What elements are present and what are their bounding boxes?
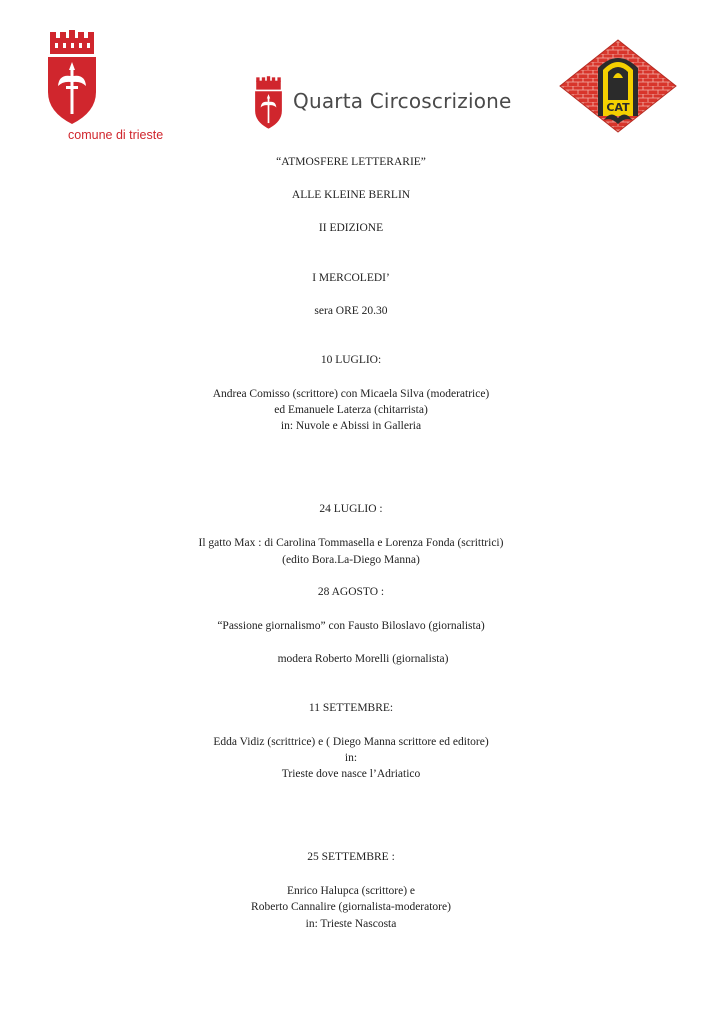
cat-logo-text: CAT <box>606 101 630 114</box>
quarta-circoscrizione-crest-icon <box>254 76 283 130</box>
event-line: in: <box>344 752 358 764</box>
event-date: 11 SETTEMBRE: <box>308 702 394 714</box>
schedule-time: sera ORE 20.30 <box>314 305 388 317</box>
event-date: 24 LUGLIO : <box>319 503 383 515</box>
venue-line: ALLE KLEINE BERLIN <box>291 189 411 201</box>
event-line: ed Emanuele Laterza (chitarrista) <box>274 404 428 416</box>
quarta-circoscrizione-title: Quarta Circoscrizione <box>293 89 512 113</box>
event-line: in: Nuvole e Abissi in Galleria <box>280 420 422 432</box>
event-line: Roberto Cannalire (giornalista-moderatore) <box>251 901 451 913</box>
event-date: 10 LUGLIO: <box>320 354 382 366</box>
comune-di-trieste-label: comune di trieste <box>68 128 164 142</box>
comune-di-trieste-crest-logo <box>46 30 98 126</box>
event-series-title: “ATMOSFERE LETTERARIE” <box>276 156 426 168</box>
event-line: modera Roberto Morelli (giornalista) <box>277 653 449 665</box>
event-date: 25 SETTEMBRE : <box>307 851 395 863</box>
event-line: in: Trieste Nascosta <box>305 918 397 930</box>
event-date: 28 AGOSTO : <box>317 586 385 598</box>
event-line: Andrea Comisso (scrittore) con Micaela Silva (moderatrice) <box>212 388 490 400</box>
event-line: Enrico Halupca (scrittore) e <box>286 885 416 897</box>
event-line: (edito Bora.La-Diego Manna) <box>282 554 420 566</box>
cat-diamond-logo <box>558 38 678 134</box>
event-line: Il gatto Max : di Carolina Tommasella e Lorenza Fonda (scrittrici) <box>198 537 504 549</box>
event-line: Edda Vidiz (scrittrice) e ( Diego Manna scrittore ed editore) <box>213 736 489 748</box>
event-line: Trieste dove nasce l’Adriatico <box>281 768 421 780</box>
event-line: “Passione giornalismo” con Fausto Biloslavo (giornalista) <box>217 620 485 632</box>
edition-line: II EDIZIONE <box>318 222 384 234</box>
schedule-days: I MERCOLEDI’ <box>312 272 390 284</box>
